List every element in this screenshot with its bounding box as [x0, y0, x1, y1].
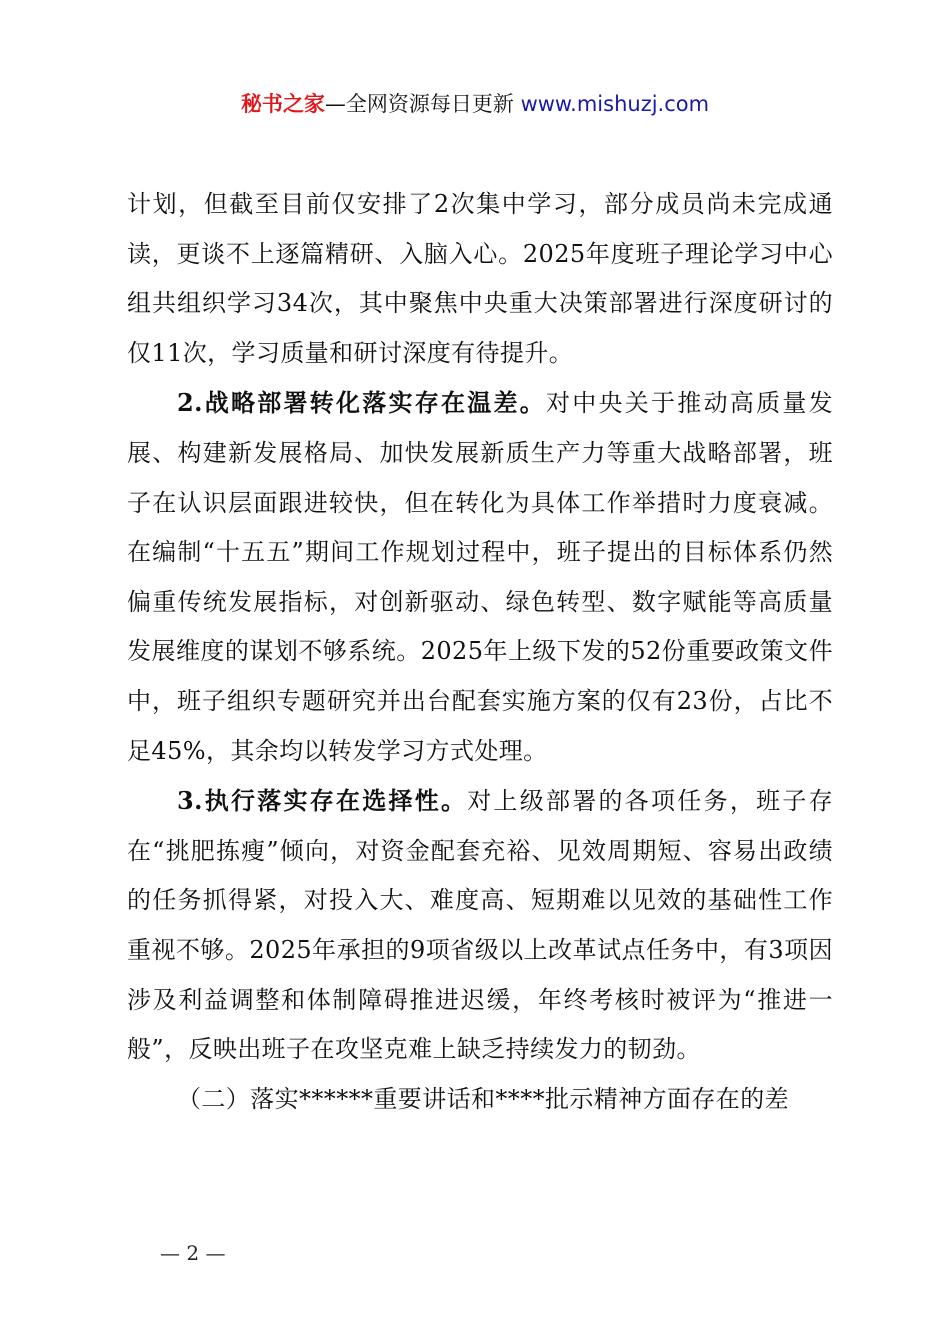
document-body	[127, 180, 833, 1124]
site-url-link[interactable]: www.mishuzj.com	[520, 92, 710, 116]
paragraph-heading: 2.战略部署转化落实存在温差。	[177, 388, 547, 418]
paragraph-strategy	[127, 378, 833, 776]
paragraph-text: 对上级部署的各项任务，班子存在“挑肥拣瘦”倾向，对资金配套充裕、见效周期短、容易出政绩的任务抓得紧，对投入大、难度高、短期难以见效的基础性工作重视不够。2025年承担的9项省级以上改革试点任务中，有3项因涉及利益调整和体制障碍推进迟缓，年终考核时被评为“推进一般”，反映出班子在攻坚克难上缺乏持续发力的韧劲。	[127, 787, 833, 1064]
site-header	[0, 88, 950, 120]
paragraph-text: 计划，但截至目前仅安排了2次集中学习，部分成员尚未完成通读，更谈不上逐篇精研、入脑入心。2025年度班子理论学习中心组共组织学习34次，其中聚焦中央重大决策部署进行深度研讨的仅11次，学习质量和研讨深度有待提升。	[127, 190, 833, 367]
paragraph-continuation	[127, 180, 833, 378]
page-number: — 2 —	[160, 1241, 226, 1265]
site-brand: 秘书之家	[240, 92, 325, 116]
paragraph-heading: 3.执行落实存在选择性。	[177, 786, 468, 816]
site-tagline: —全网资源每日更新	[324, 92, 521, 116]
paragraph-text: 对中央关于推动高质量发展、构建新发展格局、加快发展新质生产力等重大战略部署，班子在认识层面跟进较快，但在转化为具体工作举措时力度衰减。在编制“十五五”期间工作规划过程中，班子提出的目标体系仍然偏重传统发展指标，对创新驱动、绿色转型、数字赋能等高质量发展维度的谋划不够系统。2025年上级下发的52份重要政策文件中，班子组织专题研究并出台配套实施方案的仅有23份，占比不足45%，其余均以转发学习方式处理。	[127, 389, 833, 765]
paragraph-execution	[127, 776, 833, 1075]
section-heading	[127, 1075, 833, 1125]
section-heading-text: （二）落实******重要讲话和****批示精神方面存在的差	[177, 1084, 789, 1113]
